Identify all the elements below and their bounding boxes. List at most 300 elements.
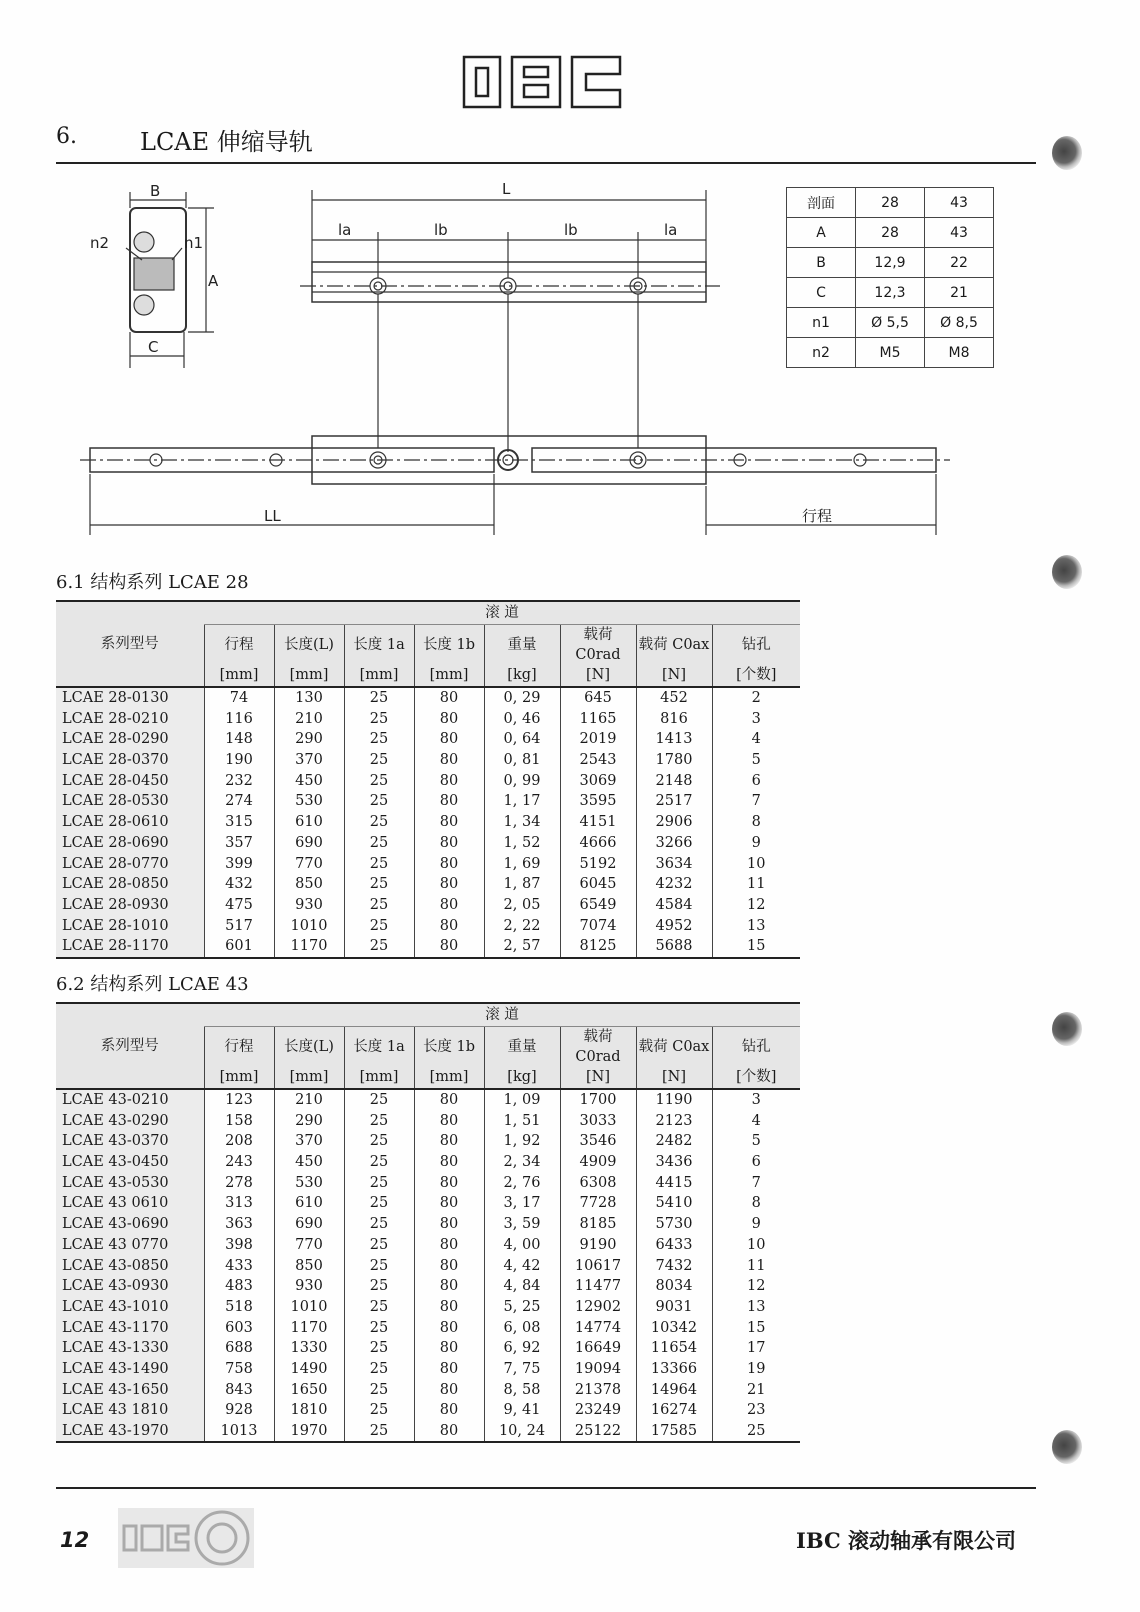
column-header: 重量 xyxy=(484,1027,560,1068)
value-cell: 433 xyxy=(204,1255,274,1276)
column-unit: [N] xyxy=(560,1067,636,1089)
value-cell: 25 xyxy=(344,750,414,771)
value-cell: 3033 xyxy=(560,1110,636,1131)
value-cell: 518 xyxy=(204,1297,274,1318)
value-cell: 4, 00 xyxy=(484,1235,560,1256)
table-row xyxy=(56,750,800,771)
spec-header-cell: 28 xyxy=(856,188,925,218)
value-cell: 928 xyxy=(204,1400,274,1421)
value-cell: 278 xyxy=(204,1172,274,1193)
value-cell: 6433 xyxy=(636,1235,712,1256)
value-cell: 25 xyxy=(344,1131,414,1152)
column-header: 长度(L) xyxy=(274,625,344,666)
value-cell: 80 xyxy=(414,1214,484,1235)
label-n2: n2 xyxy=(90,234,110,252)
model-cell: LCAE 28-0530 xyxy=(56,791,204,812)
value-cell: 5410 xyxy=(636,1193,712,1214)
value-cell: 19094 xyxy=(560,1359,636,1380)
model-cell: LCAE 28-0610 xyxy=(56,812,204,833)
value-cell: 15 xyxy=(712,1317,800,1338)
value-cell: 816 xyxy=(636,708,712,729)
table-row xyxy=(56,1214,800,1235)
value-cell: 452 xyxy=(636,687,712,709)
value-cell: 19 xyxy=(712,1359,800,1380)
column-header: 钻孔 xyxy=(712,625,800,666)
value-cell: 80 xyxy=(414,1421,484,1443)
value-cell: 12 xyxy=(712,1276,800,1297)
punch-hole xyxy=(1052,1012,1082,1046)
model-cell: LCAE 43 0610 xyxy=(56,1193,204,1214)
value-cell: 80 xyxy=(414,812,484,833)
section-number: 6. xyxy=(56,124,77,149)
value-cell: 1010 xyxy=(274,915,344,936)
model-cell: LCAE 28-0850 xyxy=(56,874,204,895)
value-cell: 25 xyxy=(344,1214,414,1235)
model-cell: LCAE 43-0530 xyxy=(56,1172,204,1193)
label-A: A xyxy=(208,272,219,290)
column-unit: [mm] xyxy=(204,1067,274,1089)
spec-cell: M5 xyxy=(856,338,925,368)
value-cell: 4909 xyxy=(560,1152,636,1173)
value-cell: 25 xyxy=(344,1172,414,1193)
punch-hole xyxy=(1052,136,1082,170)
value-cell: 80 xyxy=(414,750,484,771)
value-cell: 843 xyxy=(204,1379,274,1400)
value-cell: 4 xyxy=(712,1110,800,1131)
value-cell: 80 xyxy=(414,770,484,791)
value-cell: 1165 xyxy=(560,708,636,729)
value-cell: 610 xyxy=(274,812,344,833)
value-cell: 0, 81 xyxy=(484,750,560,771)
value-cell: 9 xyxy=(712,833,800,854)
value-cell: 80 xyxy=(414,915,484,936)
spec-header-cell: 43 xyxy=(925,188,994,218)
spec-header-cell: 剖面 xyxy=(787,188,856,218)
column-header: 载荷 C0rad xyxy=(560,625,636,666)
value-cell: 0, 99 xyxy=(484,770,560,791)
table-row xyxy=(56,1317,800,1338)
value-cell: 8, 58 xyxy=(484,1379,560,1400)
column-unit: [mm] xyxy=(204,665,274,687)
value-cell: 1, 17 xyxy=(484,791,560,812)
value-cell: 1010 xyxy=(274,1297,344,1318)
model-cell: LCAE 43-1010 xyxy=(56,1297,204,1318)
value-cell: 2, 22 xyxy=(484,915,560,936)
model-cell: LCAE 28-0450 xyxy=(56,770,204,791)
value-cell: 290 xyxy=(274,729,344,750)
value-cell: 25 xyxy=(344,812,414,833)
value-cell: 10617 xyxy=(560,1255,636,1276)
value-cell: 80 xyxy=(414,729,484,750)
value-cell: 1780 xyxy=(636,750,712,771)
value-cell: 645 xyxy=(560,687,636,709)
value-cell: 74 xyxy=(204,687,274,709)
value-cell: 850 xyxy=(274,1255,344,1276)
value-cell: 10 xyxy=(712,1235,800,1256)
value-cell: 1970 xyxy=(274,1421,344,1443)
label-LL: LL xyxy=(264,507,281,525)
value-cell: 25 xyxy=(344,1338,414,1359)
value-cell: 25 xyxy=(344,1379,414,1400)
value-cell: 25 xyxy=(344,1089,414,1111)
table-row xyxy=(56,1193,800,1214)
value-cell: 123 xyxy=(204,1089,274,1111)
table-row xyxy=(56,1421,800,1443)
value-cell: 25 xyxy=(712,1421,800,1443)
profile-spec-table xyxy=(786,187,994,368)
model-header: 系列型号 xyxy=(56,601,204,687)
value-cell: 3546 xyxy=(560,1131,636,1152)
value-cell: 17 xyxy=(712,1338,800,1359)
value-cell: 313 xyxy=(204,1193,274,1214)
value-cell: 1490 xyxy=(274,1359,344,1380)
value-cell: 1330 xyxy=(274,1338,344,1359)
value-cell: 80 xyxy=(414,1400,484,1421)
spec-cell: 43 xyxy=(925,218,994,248)
value-cell: 7, 75 xyxy=(484,1359,560,1380)
value-cell: 10342 xyxy=(636,1317,712,1338)
model-cell: LCAE 43-1170 xyxy=(56,1317,204,1338)
value-cell: 2517 xyxy=(636,791,712,812)
value-cell: 450 xyxy=(274,770,344,791)
value-cell: 80 xyxy=(414,1359,484,1380)
value-cell: 3, 17 xyxy=(484,1193,560,1214)
table-row xyxy=(56,729,800,750)
column-header: 钻孔 xyxy=(712,1027,800,1068)
ibc-logo xyxy=(462,54,624,110)
model-cell: LCAE 43-1650 xyxy=(56,1379,204,1400)
column-unit: [个数] xyxy=(712,665,800,687)
label-la-left: la xyxy=(338,221,352,239)
column-header: 长度 1b xyxy=(414,1027,484,1068)
value-cell: 13366 xyxy=(636,1359,712,1380)
spec-cell: 12,9 xyxy=(856,248,925,278)
value-cell: 208 xyxy=(204,1131,274,1152)
value-cell: 80 xyxy=(414,687,484,709)
table-row xyxy=(56,1338,800,1359)
value-cell: 0, 29 xyxy=(484,687,560,709)
value-cell: 398 xyxy=(204,1235,274,1256)
value-cell: 6 xyxy=(712,770,800,791)
table-row xyxy=(56,1089,800,1111)
value-cell: 1170 xyxy=(274,1317,344,1338)
value-cell: 2, 34 xyxy=(484,1152,560,1173)
spec-cell: M8 xyxy=(925,338,994,368)
value-cell: 25 xyxy=(344,1297,414,1318)
model-cell: LCAE 28-0690 xyxy=(56,833,204,854)
value-cell: 210 xyxy=(274,1089,344,1111)
model-cell: LCAE 28-0210 xyxy=(56,708,204,729)
table-row xyxy=(56,812,800,833)
model-cell: LCAE 28-0930 xyxy=(56,895,204,916)
footer-rule xyxy=(56,1487,1036,1489)
value-cell: 1, 52 xyxy=(484,833,560,854)
table-row xyxy=(56,1152,800,1173)
label-L: L xyxy=(502,180,511,198)
value-cell: 80 xyxy=(414,1276,484,1297)
table-group-header-row xyxy=(56,1003,800,1027)
value-cell: 13 xyxy=(712,915,800,936)
value-cell: 11 xyxy=(712,1255,800,1276)
value-cell: 25 xyxy=(344,853,414,874)
value-cell: 11 xyxy=(712,874,800,895)
value-cell: 4, 84 xyxy=(484,1276,560,1297)
value-cell: 8185 xyxy=(560,1214,636,1235)
value-cell: 1, 51 xyxy=(484,1110,560,1131)
value-cell: 2 xyxy=(712,687,800,709)
value-cell: 25 xyxy=(344,1359,414,1380)
spec-cell: n1 xyxy=(787,308,856,338)
value-cell: 12902 xyxy=(560,1297,636,1318)
value-cell: 4232 xyxy=(636,874,712,895)
punch-hole xyxy=(1052,1430,1082,1464)
spec-cell: Ø 8,5 xyxy=(925,308,994,338)
value-cell: 80 xyxy=(414,833,484,854)
table-row xyxy=(56,936,800,958)
value-cell: 483 xyxy=(204,1276,274,1297)
value-cell: 1810 xyxy=(274,1400,344,1421)
value-cell: 690 xyxy=(274,1214,344,1235)
value-cell: 475 xyxy=(204,895,274,916)
value-cell: 610 xyxy=(274,1193,344,1214)
value-cell: 80 xyxy=(414,1297,484,1318)
column-header: 重量 xyxy=(484,625,560,666)
value-cell: 190 xyxy=(204,750,274,771)
value-cell: 21 xyxy=(712,1379,800,1400)
value-cell: 758 xyxy=(204,1359,274,1380)
value-cell: 6045 xyxy=(560,874,636,895)
value-cell: 5688 xyxy=(636,936,712,958)
value-cell: 9 xyxy=(712,1214,800,1235)
value-cell: 9031 xyxy=(636,1297,712,1318)
value-cell: 80 xyxy=(414,1089,484,1111)
value-cell: 8 xyxy=(712,812,800,833)
group-label: 滚 道 xyxy=(204,1003,800,1027)
column-header: 长度 1a xyxy=(344,1027,414,1068)
value-cell: 4415 xyxy=(636,1172,712,1193)
value-cell: 7728 xyxy=(560,1193,636,1214)
value-cell: 0, 46 xyxy=(484,708,560,729)
table-row xyxy=(56,791,800,812)
value-cell: 8 xyxy=(712,1193,800,1214)
model-cell: LCAE 43-0370 xyxy=(56,1131,204,1152)
spec-cell: B xyxy=(787,248,856,278)
model-cell: LCAE 28-0290 xyxy=(56,729,204,750)
spec-cell: 22 xyxy=(925,248,994,278)
value-cell: 80 xyxy=(414,853,484,874)
column-unit: [N] xyxy=(636,1067,712,1089)
value-cell: 3595 xyxy=(560,791,636,812)
label-la-right: la xyxy=(664,221,678,239)
spec-cell: 28 xyxy=(856,218,925,248)
value-cell: 25 xyxy=(344,1276,414,1297)
column-header: 载荷 C0rad xyxy=(560,1027,636,1068)
value-cell: 80 xyxy=(414,1235,484,1256)
label-lb-right: lb xyxy=(564,221,578,239)
value-cell: 688 xyxy=(204,1338,274,1359)
model-cell: LCAE 28-0770 xyxy=(56,853,204,874)
value-cell: 12 xyxy=(712,895,800,916)
value-cell: 5 xyxy=(712,750,800,771)
value-cell: 1170 xyxy=(274,936,344,958)
series-28-title: 6.1 结构系列 LCAE 28 xyxy=(56,572,249,593)
table-row xyxy=(56,895,800,916)
value-cell: 80 xyxy=(414,895,484,916)
value-cell: 80 xyxy=(414,1317,484,1338)
value-cell: 7432 xyxy=(636,1255,712,1276)
series-43-title: 6.2 结构系列 LCAE 43 xyxy=(56,974,249,995)
spec-cell: n2 xyxy=(787,338,856,368)
value-cell: 25122 xyxy=(560,1421,636,1443)
value-cell: 7 xyxy=(712,791,800,812)
value-cell: 601 xyxy=(204,936,274,958)
value-cell: 13 xyxy=(712,1297,800,1318)
punch-hole xyxy=(1052,555,1082,589)
table-row xyxy=(56,1131,800,1152)
label-n1: n1 xyxy=(184,234,204,252)
model-cell: LCAE 43-0450 xyxy=(56,1152,204,1173)
value-cell: 4666 xyxy=(560,833,636,854)
value-cell: 1, 92 xyxy=(484,1131,560,1152)
value-cell: 1413 xyxy=(636,729,712,750)
value-cell: 2148 xyxy=(636,770,712,791)
series-28-table xyxy=(56,600,800,959)
column-unit: [N] xyxy=(560,665,636,687)
column-unit: [mm] xyxy=(344,1067,414,1089)
column-unit: [mm] xyxy=(414,665,484,687)
spec-cell: Ø 5,5 xyxy=(856,308,925,338)
value-cell: 6, 92 xyxy=(484,1338,560,1359)
value-cell: 14964 xyxy=(636,1379,712,1400)
value-cell: 158 xyxy=(204,1110,274,1131)
label-B: B xyxy=(150,182,161,200)
value-cell: 2482 xyxy=(636,1131,712,1152)
model-cell: LCAE 43-0930 xyxy=(56,1276,204,1297)
value-cell: 6308 xyxy=(560,1172,636,1193)
value-cell: 0, 64 xyxy=(484,729,560,750)
value-cell: 8034 xyxy=(636,1276,712,1297)
value-cell: 25 xyxy=(344,874,414,895)
table-row xyxy=(56,1172,800,1193)
value-cell: 11654 xyxy=(636,1338,712,1359)
column-unit: [kg] xyxy=(484,1067,560,1089)
value-cell: 1700 xyxy=(560,1089,636,1111)
value-cell: 1650 xyxy=(274,1379,344,1400)
table-row xyxy=(56,833,800,854)
table-row xyxy=(56,853,800,874)
value-cell: 17585 xyxy=(636,1421,712,1443)
label-stroke: 行程 xyxy=(802,507,833,525)
value-cell: 290 xyxy=(274,1110,344,1131)
table-row xyxy=(56,915,800,936)
value-cell: 2123 xyxy=(636,1110,712,1131)
column-unit: [mm] xyxy=(344,665,414,687)
column-unit: [mm] xyxy=(414,1067,484,1089)
footer-ibc-logo xyxy=(118,1508,254,1568)
value-cell: 530 xyxy=(274,1172,344,1193)
value-cell: 16649 xyxy=(560,1338,636,1359)
value-cell: 1, 34 xyxy=(484,812,560,833)
column-header: 长度(L) xyxy=(274,1027,344,1068)
value-cell: 25 xyxy=(344,1110,414,1131)
value-cell: 25 xyxy=(344,708,414,729)
value-cell: 25 xyxy=(344,1152,414,1173)
value-cell: 517 xyxy=(204,915,274,936)
value-cell: 6, 08 xyxy=(484,1317,560,1338)
model-cell: LCAE 28-0370 xyxy=(56,750,204,771)
value-cell: 10 xyxy=(712,853,800,874)
value-cell: 274 xyxy=(204,791,274,812)
table-row xyxy=(56,1235,800,1256)
value-cell: 4 xyxy=(712,729,800,750)
company-name: IBC 滚动轴承有限公司 xyxy=(796,1528,1016,1553)
value-cell: 148 xyxy=(204,729,274,750)
model-cell: LCAE 28-0130 xyxy=(56,687,204,709)
value-cell: 5730 xyxy=(636,1214,712,1235)
value-cell: 3634 xyxy=(636,853,712,874)
value-cell: 25 xyxy=(344,1255,414,1276)
value-cell: 530 xyxy=(274,791,344,812)
table-row xyxy=(56,1110,800,1131)
value-cell: 450 xyxy=(274,1152,344,1173)
model-cell: LCAE 43-0690 xyxy=(56,1214,204,1235)
value-cell: 6 xyxy=(712,1152,800,1173)
value-cell: 25 xyxy=(344,1235,414,1256)
value-cell: 80 xyxy=(414,1193,484,1214)
value-cell: 9190 xyxy=(560,1235,636,1256)
table-row xyxy=(56,874,800,895)
value-cell: 1, 87 xyxy=(484,874,560,895)
value-cell: 80 xyxy=(414,936,484,958)
value-cell: 4, 42 xyxy=(484,1255,560,1276)
spec-cell: 21 xyxy=(925,278,994,308)
group-label: 滚 道 xyxy=(204,601,800,625)
value-cell: 432 xyxy=(204,874,274,895)
value-cell: 25 xyxy=(344,1317,414,1338)
value-cell: 243 xyxy=(204,1152,274,1173)
value-cell: 9, 41 xyxy=(484,1400,560,1421)
table-row xyxy=(56,708,800,729)
model-cell: LCAE 28-1170 xyxy=(56,936,204,958)
value-cell: 11477 xyxy=(560,1276,636,1297)
value-cell: 1013 xyxy=(204,1421,274,1443)
column-unit: [mm] xyxy=(274,1067,344,1089)
value-cell: 80 xyxy=(414,874,484,895)
table-row xyxy=(56,1255,800,1276)
value-cell: 116 xyxy=(204,708,274,729)
value-cell: 3436 xyxy=(636,1152,712,1173)
model-cell: LCAE 43 0770 xyxy=(56,1235,204,1256)
value-cell: 25 xyxy=(344,833,414,854)
column-header: 载荷 C0ax xyxy=(636,625,712,666)
column-header: 长度 1b xyxy=(414,625,484,666)
table-row xyxy=(56,687,800,709)
value-cell: 690 xyxy=(274,833,344,854)
value-cell: 25 xyxy=(344,1400,414,1421)
value-cell: 3, 59 xyxy=(484,1214,560,1235)
label-lb-left: lb xyxy=(434,221,448,239)
value-cell: 2543 xyxy=(560,750,636,771)
value-cell: 5, 25 xyxy=(484,1297,560,1318)
column-unit: [mm] xyxy=(274,665,344,687)
value-cell: 25 xyxy=(344,1193,414,1214)
value-cell: 25 xyxy=(344,895,414,916)
model-cell: LCAE 43-1970 xyxy=(56,1421,204,1443)
value-cell: 210 xyxy=(274,708,344,729)
value-cell: 80 xyxy=(414,1379,484,1400)
table-row xyxy=(56,1379,800,1400)
spec-cell: C xyxy=(787,278,856,308)
